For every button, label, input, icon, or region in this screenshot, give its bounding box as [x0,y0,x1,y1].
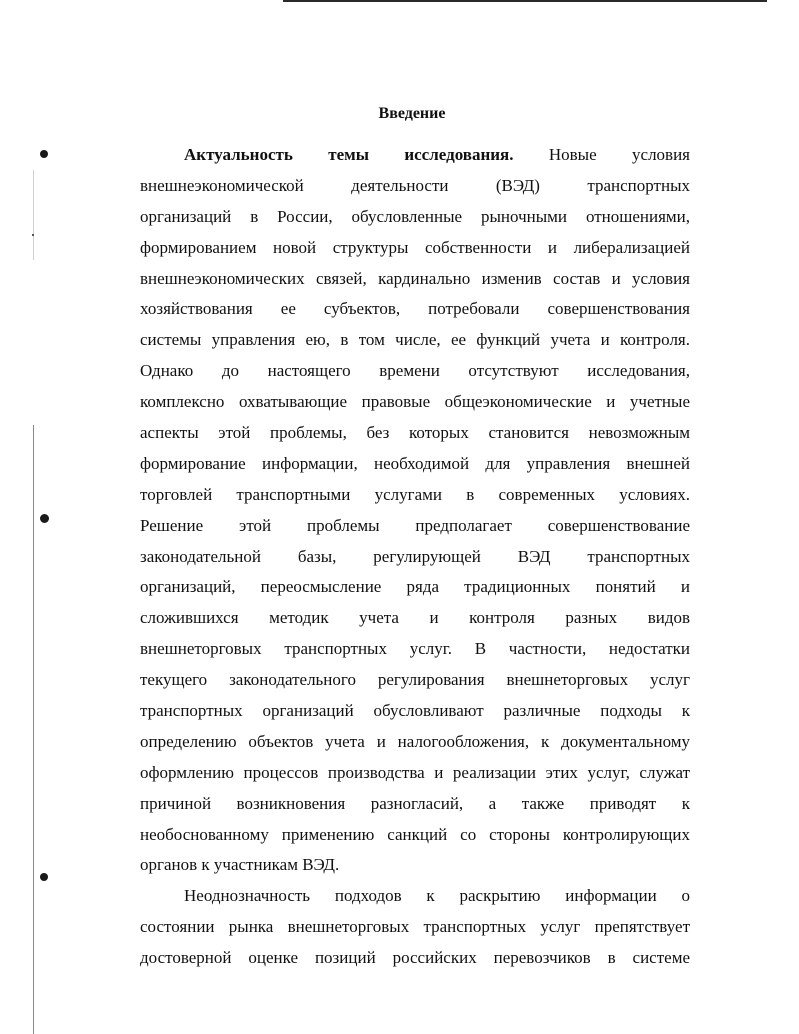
line-text: Новые условия [548,145,691,164]
binding-hole-mark [40,873,48,881]
bold-lead-phrase: Актуальность темы исследования. [184,145,514,164]
paragraph-line: комплексно охватывающие правовые общеэкономические и учетные [140,392,690,412]
top-scan-rule [283,0,767,2]
paragraph-line: системы управления ею, в том числе, ее функций учета и контроля. [140,330,690,350]
paragraph-line: торговлей транспортными услугами в современных условиях. [140,484,690,504]
scan-speck [32,234,34,236]
paragraph-line: организаций в России, обусловленные рыночными отношениями, [140,206,690,226]
paragraph-line: оформлению процессов производства и реализации этих услуг, служат [140,762,690,782]
page-title: Введение [378,105,446,122]
paragraph-line: сложившихся методик учета и контроля разных видов [140,608,690,628]
binding-hole-mark [40,150,48,158]
paragraph-line: организаций, переосмысление ряда традиционных понятий и [140,577,690,597]
left-margin-line-faint [33,170,34,260]
paragraph-line: хозяйствования ее субъектов, потребовали совершенствования [140,299,690,319]
paragraph-line: причиной возникновения разногласий, а также приводят к [140,793,690,813]
paragraph-line: органов к участникам ВЭД. [140,855,340,875]
paragraph-line: Неоднозначность подходов к раскрытию информации о [184,886,690,906]
paragraph-line: достоверной оценке позиций российских перевозчиков в системе [140,948,690,968]
paragraph-line: формированием новой структуры собственности и либерализацией [140,237,690,257]
paragraph-line: текущего законодательного регулирования внешнеторговых услуг [140,670,690,690]
paragraph-line: Решение этой проблемы предполагает совершенствование [140,515,690,535]
paragraph-line: формирование информации, необходимой для управления внешней [140,453,690,473]
paragraph-line: законодательной базы, регулирующей ВЭД транспортных [140,546,690,566]
paragraph-line: необоснованному применению санкций со стороны контролирующих [140,824,690,844]
paragraph-line: аспекты этой проблемы, без которых становится невозможным [140,423,690,443]
body-text [140,140,690,974]
paragraph-line: внешнеторговых транспортных услуг. В частности, недостатки [140,639,690,659]
left-margin-line [33,425,34,1034]
paragraph-line: Однако до настоящего времени отсутствуют исследования, [140,361,690,381]
paragraph-line: внешнеэкономических связей, кардинально изменив состав и условия [140,268,690,288]
paragraph-line: внешнеэкономической деятельности (ВЭД) транспортных [140,175,690,195]
binding-hole-mark [40,514,49,523]
paragraph-line: транспортных организаций обусловливают различные подходы к [140,701,690,721]
paragraph-line: состоянии рынка внешнеторговых транспортных услуг препятствует [140,917,690,937]
paragraph-line: определению объектов учета и налогообложения, к документальному [140,731,690,751]
paragraph-line [140,140,690,171]
